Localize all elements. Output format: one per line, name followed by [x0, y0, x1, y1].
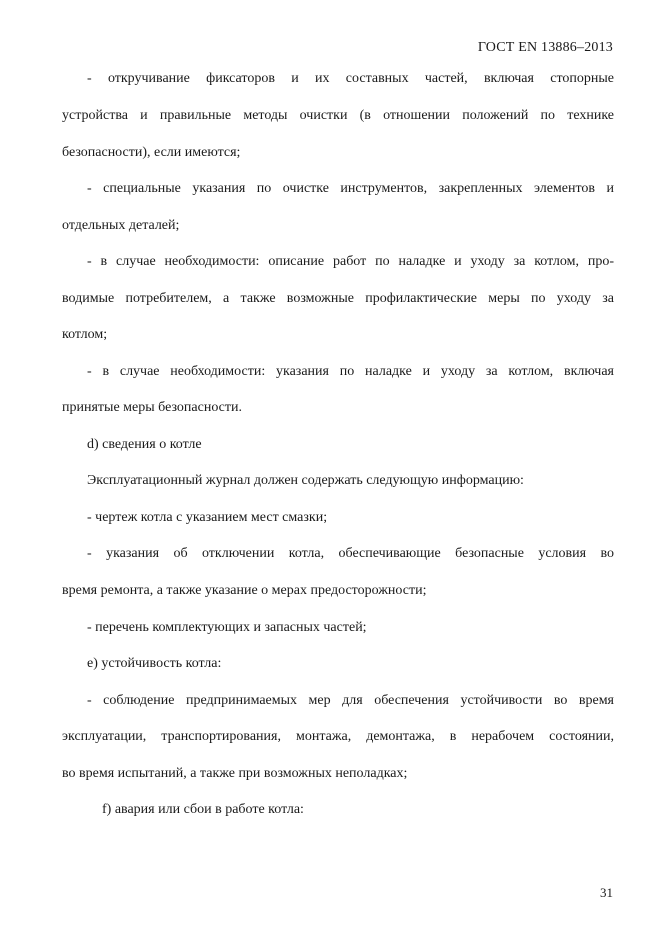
text-line: принятые меры безопасности. [62, 400, 242, 415]
text-line: Эксплуатационный журнал должен содержать следующую информацию: [87, 473, 524, 488]
text-line: - указания об отключении котла, обеспечивающие безопасные условия во [87, 546, 614, 561]
text-line: - в случае необходимости: описание работ по наладке и уходу за котлом, про- [87, 254, 614, 269]
text-line: котлом; [62, 327, 108, 342]
text-line: - чертеж котла с указанием мест смазки; [87, 510, 328, 525]
text-line: во время испытаний, а также при возможных неполадках; [62, 766, 408, 781]
text-line: эксплуатации, транспортирования, монтажа, демонтажа, в нерабочем состоянии, [62, 729, 614, 744]
text-line: устройства и правильные методы очистки (в отношении положений по технике [62, 108, 614, 123]
text-line: безопасности), если имеются; [62, 145, 241, 160]
text-line: отдельных деталей; [62, 218, 180, 233]
text-line: - откручивание фиксаторов и их составных частей, включая стопорные [87, 71, 614, 86]
page-number: 31 [600, 885, 613, 900]
text-line: - в случае необходимости: указания по наладке и уходу за котлом, включая [87, 364, 614, 379]
page-header: ГОСТ EN 13886–2013 [477, 40, 613, 55]
text-line: - соблюдение предпринимаемых мер для обеспечения устойчивости во время [87, 693, 614, 708]
section-heading: e) устойчивость котла: [87, 656, 222, 671]
section-heading: f) авария или сбои в работе котла: [102, 802, 304, 817]
text-line: - специальные указания по очистке инструментов, закрепленных элементов и [87, 181, 614, 196]
text-line: водимые потребителем, а также возможные профилактические меры по уходу за [62, 291, 614, 306]
section-heading: d) сведения о котле [87, 437, 202, 452]
text-line: - перечень комплектующих и запасных частей; [87, 620, 367, 635]
text-line: время ремонта, а также указание о мерах предосторожности; [62, 583, 427, 598]
